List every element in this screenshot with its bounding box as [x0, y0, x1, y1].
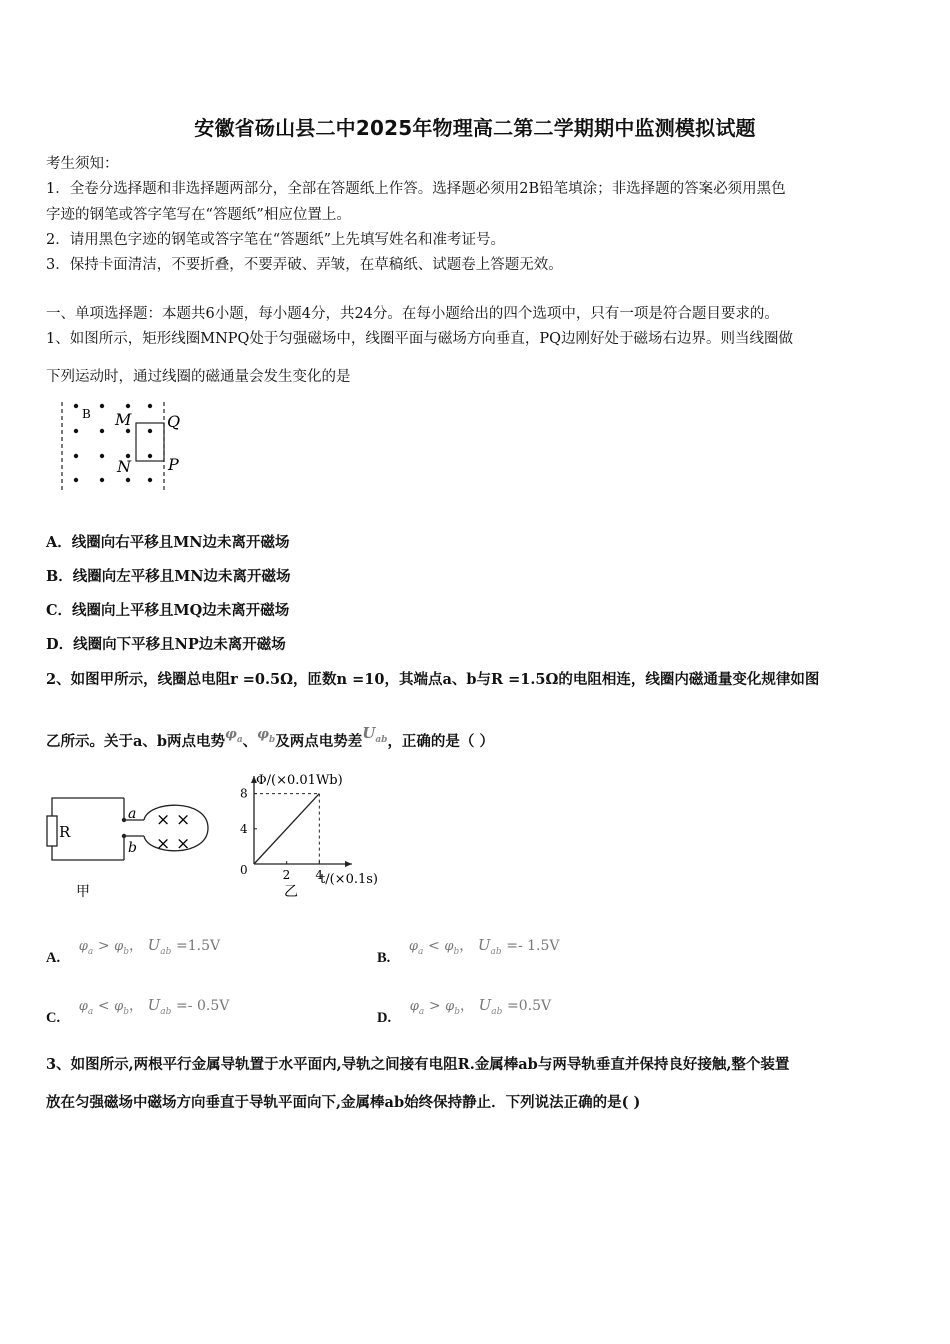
label-R: R	[59, 823, 71, 841]
phi-b-symbol: φ	[257, 727, 269, 742]
figure-yi-chart	[234, 768, 394, 900]
q1-option-d[interactable]: D．线圈向下平移且NP边未离开磁场	[46, 636, 286, 653]
q2-option-a[interactable]: A. $\varphi_a > \varphi_b$， $U_{ab} =1.5V$	[46, 936, 221, 966]
relation: >	[428, 998, 441, 1014]
phi-a-symbol: φ	[225, 727, 237, 742]
cross-mark: ×	[176, 834, 191, 854]
phi-b: φ	[114, 999, 124, 1014]
phi-b-sub: b	[268, 734, 276, 745]
flux-series-line	[254, 794, 319, 864]
label-P: P	[168, 455, 179, 474]
value: =1.5V	[176, 938, 221, 954]
relation: <	[97, 998, 110, 1014]
phi-a: φ	[409, 999, 419, 1014]
q1-stem-line2: 下列运动时，通过线圈的磁通量会发生变化的是	[46, 369, 351, 385]
label-N: N	[117, 457, 131, 476]
y-tick-label: 8	[240, 786, 248, 801]
phi-a: φ	[408, 939, 419, 954]
caption-jia: 甲	[76, 884, 90, 900]
q2-stem-line2	[46, 724, 494, 753]
q3-stem-line2: 放在匀强磁场中磁场方向垂直于导轨平面向下,金属棒ab始终保持静止．下列说法正确的是( )	[46, 1094, 641, 1111]
u: U	[147, 996, 161, 1014]
section-heading: 一、单项选择题：本题共6小题，每小题4分，共24分。在每小题给出的四个选项中，只有一项是符合题目要求的。	[46, 306, 779, 322]
option-c-label: C.	[46, 1010, 61, 1026]
label-Q: Q	[167, 412, 181, 431]
x-axis-arrow	[345, 861, 352, 867]
phi-a: φ	[78, 939, 88, 954]
q1-stem-line1: 1、如图所示，矩形线圈MNPQ处于匀强磁场中，线圈平面与磁场方向垂直，PQ边刚好处于磁场右边界。则当线圈做	[46, 331, 794, 347]
value: =0.5V	[507, 998, 552, 1014]
u: U	[478, 996, 492, 1014]
q2-stem-post: 及两点电势差	[275, 733, 363, 750]
x-tick-label: 2	[282, 868, 291, 882]
sub-a: a	[418, 946, 424, 957]
sub-ab: ab	[160, 1006, 172, 1017]
notice-item-1-cont: 字迹的钢笔或答字笔写在“答题纸”相应位置上。	[46, 207, 351, 223]
q2-option-d[interactable]: D. $\varphi_a > \varphi_b$， $U_{ab} =0.5V$	[377, 996, 552, 1026]
sub-ab: ab	[491, 1006, 503, 1017]
caption-yi: 乙	[284, 884, 298, 900]
sub-ab: ab	[160, 946, 172, 957]
u-symbol: U	[362, 724, 376, 742]
notice-item-3: 3．保持卡面清洁，不要折叠，不要弄破、弄皱，在草稿纸、试题卷上答题无效。	[46, 257, 563, 273]
phi-b: φ	[445, 999, 455, 1014]
resistor-R	[47, 816, 57, 846]
chart-origin: 0	[240, 863, 248, 877]
value: =- 1.5V	[506, 938, 560, 954]
option-b-label: B.	[377, 950, 391, 966]
q2-option-b[interactable]: B. $\varphi_a < \varphi_b$， $U_{ab} =- 1.5V$	[377, 936, 560, 966]
q1-option-b[interactable]: B．线圈向左平移且MN边未离开磁场	[46, 568, 291, 585]
sub-b: b	[123, 1006, 130, 1017]
option-d-label: D.	[377, 1010, 392, 1026]
label-a: a	[128, 806, 137, 822]
sub-a: a	[87, 946, 94, 957]
q2-option-c[interactable]: C. $\varphi_a < \varphi_b$， $U_{ab} =- 0.5V$	[46, 996, 230, 1026]
label-B: B	[82, 407, 91, 421]
notice-heading: 考生须知：	[46, 156, 119, 172]
y-tick-label: 4	[240, 821, 248, 836]
q2-stem-sep: 、	[242, 733, 258, 750]
q2-stem-end: ，正确的是（ ）	[387, 733, 494, 750]
q2-stem-pre: 乙所示。关于a、b两点电势	[46, 733, 226, 750]
relation: <	[428, 938, 440, 954]
sub-b: b	[454, 1006, 461, 1017]
label-b: b	[128, 840, 137, 856]
sub-b: b	[453, 946, 460, 957]
page-title: 安徽省砀山县二中2025年物理高二第二学期期中监测模拟试题	[194, 116, 756, 140]
q2-stem-line1: 2、如图甲所示，线圈总电阻r =0.5Ω，匝数n =10，其端点a、b与R =1.5Ω的电阻相连，线圈内磁通量变化规律如图	[46, 671, 820, 688]
phi-b: φ	[444, 939, 454, 954]
q1-option-c[interactable]: C．线圈向上平移且MQ边未离开磁场	[46, 602, 290, 619]
u: U	[147, 936, 161, 954]
phi-a: φ	[78, 999, 88, 1014]
sub-ab: ab	[490, 946, 502, 957]
cross-mark: ×	[156, 834, 171, 854]
phi-a-sub: a	[236, 734, 243, 745]
q1-figure	[55, 398, 195, 496]
value: =- 0.5V	[176, 998, 230, 1014]
sub-b: b	[123, 946, 130, 957]
phi-b: φ	[114, 939, 124, 954]
chart-xlabel: t/(×0.1s)	[320, 872, 378, 887]
option-a-label: A.	[46, 950, 61, 966]
sub-a: a	[418, 1006, 425, 1017]
u-sub: ab	[375, 734, 388, 745]
notice-item-1: 1．全卷分选择题和非选择题两部分，全部在答题纸上作答。选择题必须用2B铅笔填涂；非选择题的答案必须用黑色	[46, 181, 786, 197]
cross-mark: ×	[176, 810, 191, 830]
q1-option-a[interactable]: A．线圈向右平移且MN边未离开磁场	[46, 534, 290, 551]
label-M: M	[115, 410, 132, 429]
x-tick-label: 4	[315, 868, 323, 882]
notice-item-2: 2．请用黑色字迹的钢笔或答字笔在“答题纸”上先填写姓名和准考证号。	[46, 232, 506, 248]
figure-jia	[44, 790, 214, 905]
sub-a: a	[87, 1006, 94, 1017]
relation: >	[97, 938, 110, 954]
chart-ylabel: Φ/(×0.01Wb)	[256, 773, 343, 788]
q3-stem-line1: 3、如图所示,两根平行金属导轨置于水平面内,导轨之间接有电阻R.金属棒ab与两导轨垂直并保持良好接触,整个装置	[46, 1056, 790, 1073]
u: U	[477, 936, 491, 954]
cross-mark: ×	[156, 810, 171, 830]
